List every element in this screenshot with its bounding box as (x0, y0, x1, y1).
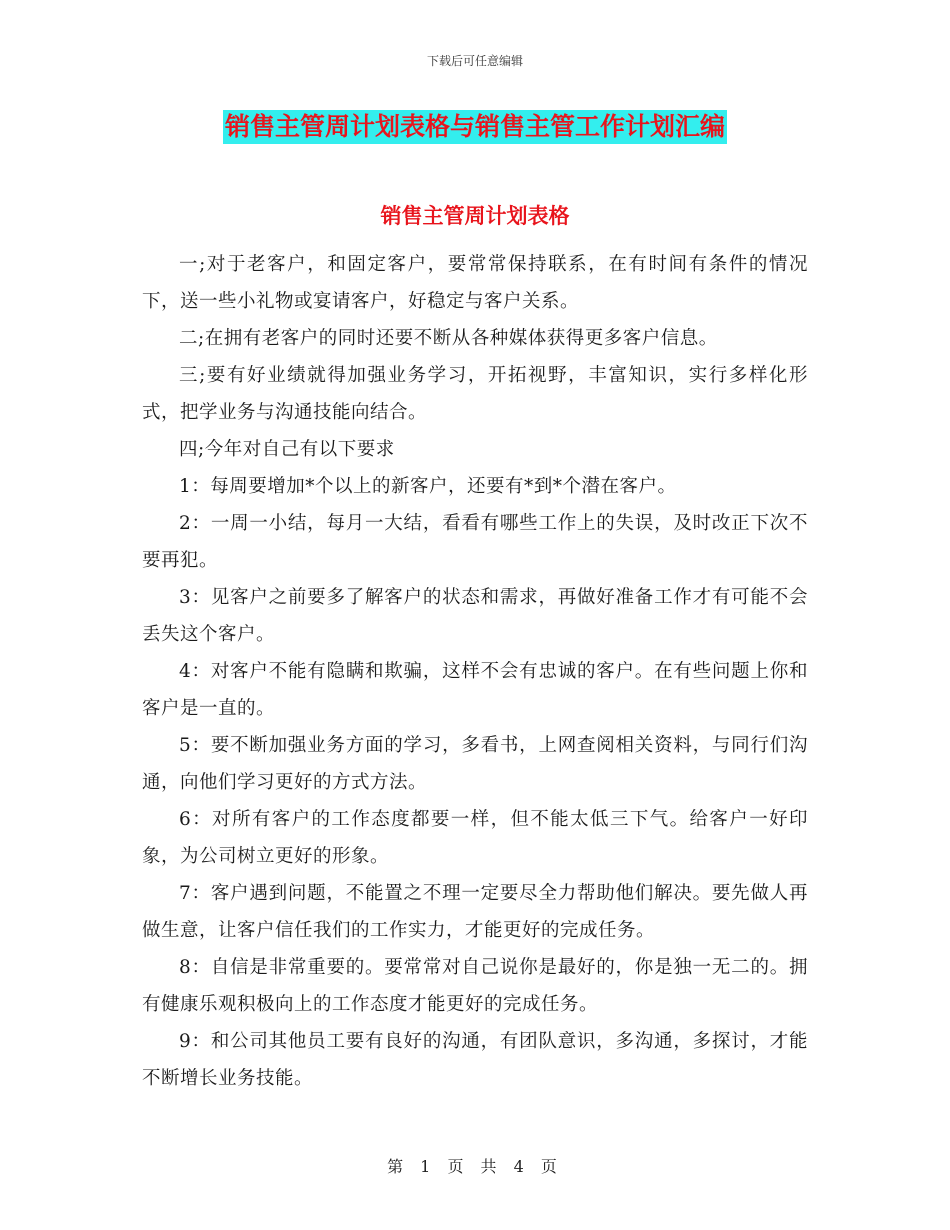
section-title: 销售主管周计划表格 (380, 204, 570, 228)
main-title-container (0, 110, 950, 144)
page-footer: 第 1 页 共 4 页 (387, 1157, 563, 1176)
paragraph: 3：见客户之前要多了解客户的状态和需求，再做好准备工作才有可能不会丢失这个客户。 (142, 587, 808, 645)
paragraph: 1：每周要增加*个以上的新客户，还要有*到*个潜在客户。 (179, 476, 677, 497)
paragraph: 三;要有好业绩就得加强业务学习，开拓视野，丰富知识，实行多样化形式，把学业务与沟通技能向结合。 (142, 365, 808, 423)
paragraph: 二;在拥有老客户的同时还要不断从各种媒体获得更多客户信息。 (179, 328, 718, 349)
paragraph: 8：自信是非常重要的。要常常对自己说你是最好的，你是独一无二的。拥有健康乐观积极向上的工作态度才能更好的完成任务。 (142, 957, 808, 1015)
paragraph: 2：一周一小结，每月一大结，看看有哪些工作上的失误，及时改正下次不要再犯。 (142, 513, 808, 571)
main-title: 销售主管周计划表格与销售主管工作计划汇编 (223, 110, 727, 144)
paragraph: 6：对所有客户的工作态度都要一样，但不能太低三下气。给客户一好印象，为公司树立更好的形象。 (142, 809, 808, 867)
paragraph: 一;对于老客户，和固定客户，要常常保持联系，在有时间有条件的情况下，送一些小礼物或宴请客户，好稳定与客户关系。 (142, 254, 808, 312)
paragraph: 5：要不断加强业务方面的学习，多看书，上网查阅相关资料，与同行们沟通，向他们学习更好的方式方法。 (142, 735, 808, 793)
header-note: 下载后可任意编辑 (426, 54, 523, 68)
paragraph: 9：和公司其他员工要有良好的沟通，有团队意识，多沟通，多探讨，才能不断增长业务技能。 (142, 1031, 808, 1089)
document-body (142, 246, 808, 1097)
paragraph: 四;今年对自己有以下要求 (179, 439, 395, 460)
paragraph: 7：客户遇到问题，不能置之不理一定要尽全力帮助他们解决。要先做人再做生意，让客户信任我们的工作实力，才能更好的完成任务。 (142, 883, 808, 941)
paragraph: 4：对客户不能有隐瞒和欺骗，这样不会有忠诚的客户。在有些问题上你和客户是一直的。 (142, 661, 808, 719)
